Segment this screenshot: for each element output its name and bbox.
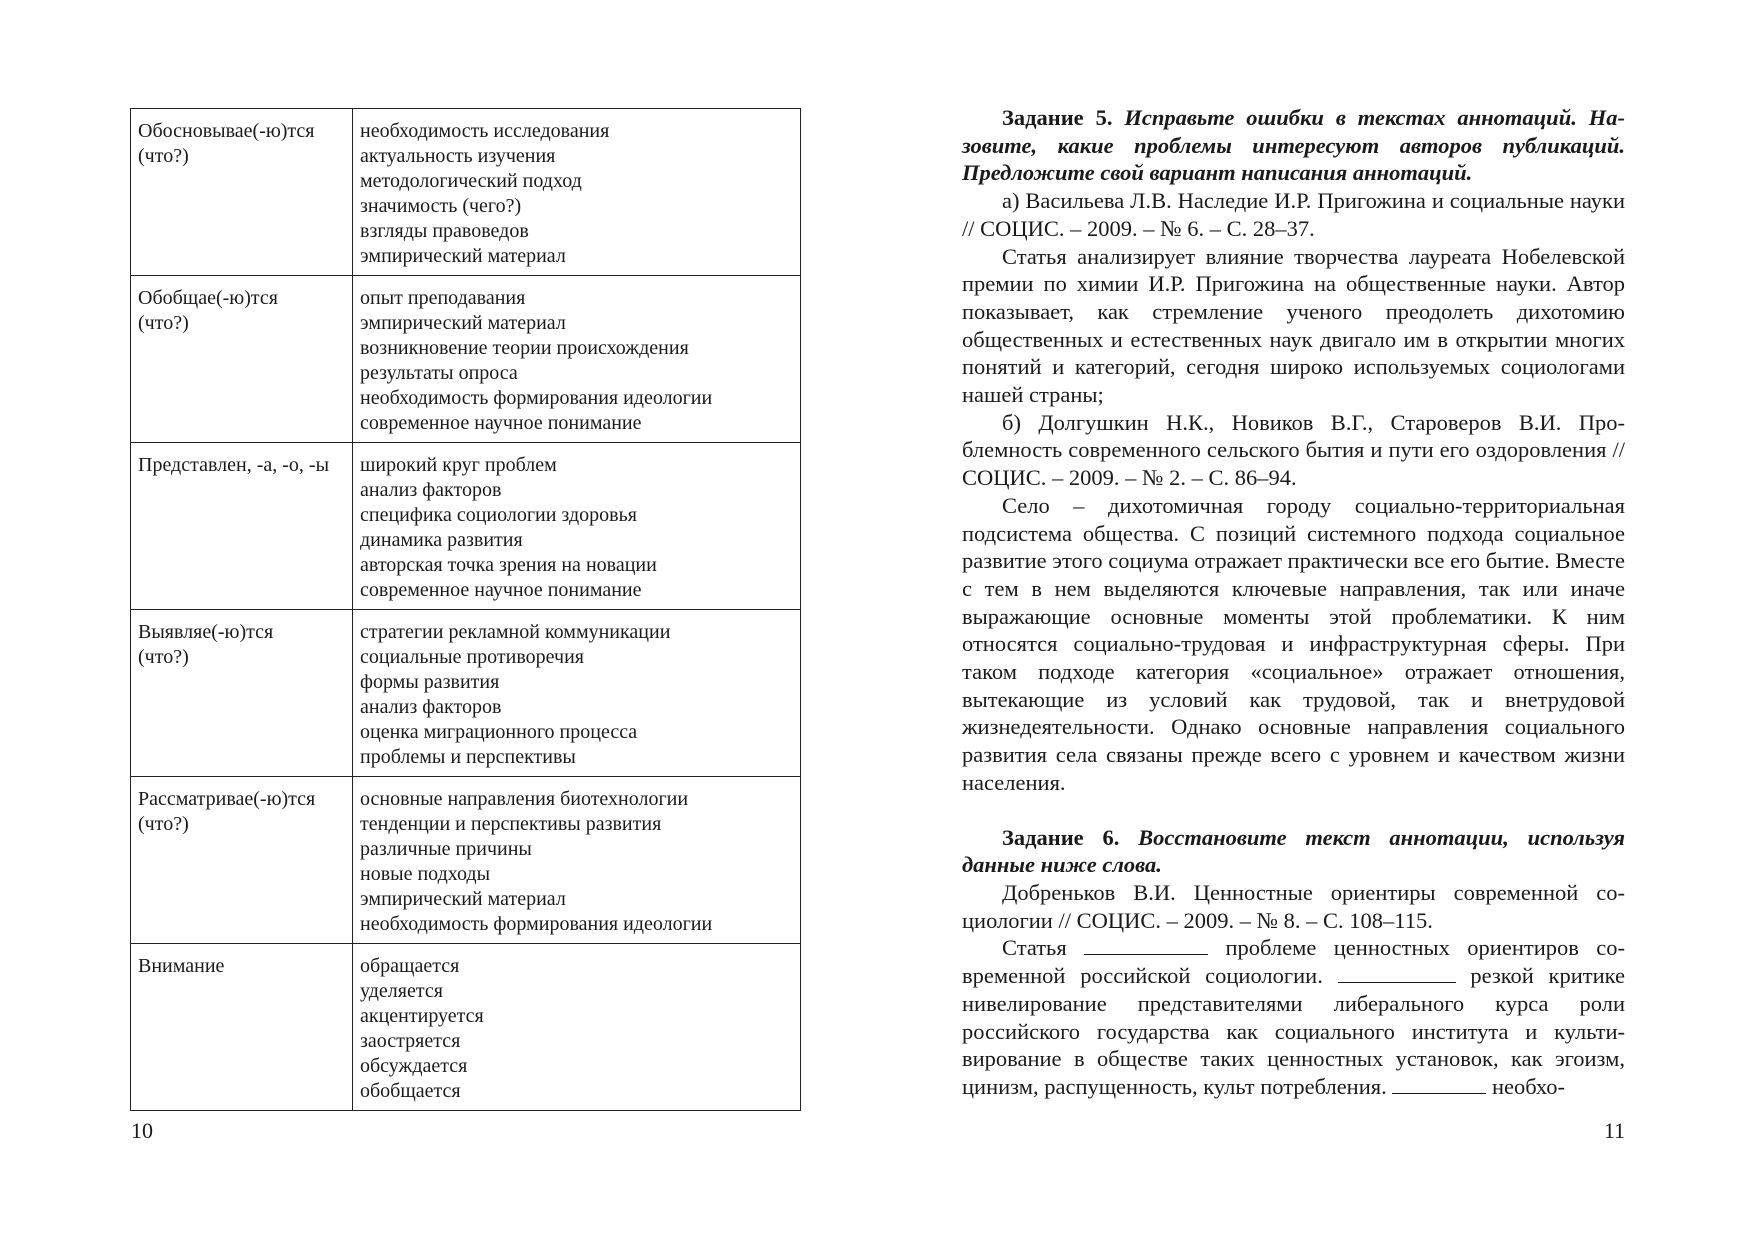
page-number-left: 10: [131, 1118, 153, 1143]
task6-label: Задание 6.: [1002, 824, 1120, 850]
item-line: авторская точка зрения на новации: [360, 554, 657, 576]
item-line: динамика развития: [360, 529, 523, 551]
verb-line: Внимание: [138, 955, 225, 977]
item-line: специфика социологии здоровья: [360, 504, 637, 526]
item-line: эмпирический материал: [360, 245, 566, 267]
verb-cell: [131, 443, 353, 610]
item-line: современное научное понимание: [360, 579, 642, 601]
verb-line: (что?): [138, 646, 189, 668]
item-line: возникновение теории происхождения: [360, 337, 689, 359]
items-cell: [353, 443, 801, 610]
table-row: [131, 276, 801, 443]
task6-ref: Добреньков В.И. Ценностные ориентиры современной социологии // СОЦИС. – 2009. – № 8. – С. 108–115.: [962, 879, 1625, 933]
item-line: новые подходы: [360, 863, 491, 885]
verb-line: (что?): [138, 145, 189, 167]
table-row: [131, 777, 801, 944]
page-number-right: 11: [1603, 1118, 1625, 1143]
task6-text-part4: необхо-: [1491, 1073, 1565, 1099]
item-line: стратегии рекламной коммуникации: [360, 621, 671, 643]
right-page: [877, 0, 1755, 1240]
verb-line: Выявляе(-ю)тся: [138, 621, 274, 643]
task5-ref-b: б) Долгушкин Н.К., Новиков В.Г., Староверов В.И. Проблемность современного сельского бытия и пути его оздоровления // СОЦИС. – 2009. – № 2. – С. 86–94.: [962, 409, 1625, 491]
verb-cell: [131, 109, 353, 276]
item-line: необходимость исследования: [360, 120, 610, 142]
item-line: необходимость формирования идеологии: [360, 387, 713, 409]
task5-heading: [962, 104, 1625, 187]
phrase-table: [130, 108, 801, 1111]
task6-instruction: Восстановите текст аннотации, используя данные ниже слова.: [962, 824, 1626, 878]
task6-text-part2: проблеме ценностных ориентиров современной российской социологии.: [962, 935, 1626, 989]
item-line: необходимость формирования идеологии: [360, 913, 713, 935]
item-line: эмпирический материал: [360, 312, 566, 334]
fill-blank-2: [1338, 962, 1456, 983]
verb-cell: [131, 944, 353, 1111]
item-line: оценка миграционного процесса: [360, 721, 638, 743]
item-line: обращается: [360, 955, 460, 977]
verb-line: Рассматривае(-ю)тся: [138, 788, 316, 810]
item-line: формы развития: [360, 671, 500, 693]
task5-label: Задание 5.: [1002, 105, 1113, 130]
task6-heading: [962, 824, 1625, 879]
item-line: заостряется: [360, 1030, 461, 1052]
table-row: [131, 944, 801, 1111]
item-line: различные причины: [360, 838, 532, 860]
task5-ref-a: а) Васильева Л.В. Наследие И.Р. Пригожина и социальные науки // СОЦИС. – 2009. – № 6. – С. 28–37.: [962, 188, 1625, 241]
verb-line: Представлен, -а, -о, -ы: [138, 454, 330, 476]
item-line: методологический подход: [360, 170, 582, 192]
item-line: обсуждается: [360, 1055, 468, 1077]
item-line: широкий круг проблем: [360, 454, 557, 476]
task5-instruction: Исправьте ошибки в текстах аннотаций. Назовите, какие проблемы интересуют авторов публикаций. Предложите свой вариант написания аннотаций.: [962, 105, 1625, 186]
verb-line: (что?): [138, 312, 189, 334]
item-line: результаты опроса: [360, 362, 518, 384]
item-line: актуальность изучения: [360, 145, 556, 167]
items-cell: [353, 777, 801, 944]
verb-line: Обобщае(-ю)тся: [138, 287, 278, 309]
item-line: значимость (чего?): [360, 195, 522, 217]
table-row: [131, 109, 801, 276]
item-line: уделяется: [360, 980, 443, 1002]
item-line: тенденции и перспективы развития: [360, 813, 662, 835]
task5-text-b: Село – дихотомичная городу социально-территориальная подсистема общества. С позиций системного подхода социальное развитие этого социума отражает практически все его бытие. Вместе с тем в нем выделяются ключевые направления, так или иначе выражающие основные моменты этой проблематики. К ним относятся социально-трудовая и инфраструктурная сферы. При таком подходе категория «социальное» отражает отношения, вытекающие из условий как трудовой, так и внетрудовой жизнедеятельности. Однако основные направления социального развития села связаны прежде всего с уровнем и качеством жизни населения.: [962, 492, 1625, 795]
item-line: современное научное понимание: [360, 412, 642, 434]
task6-text-part1: Статья: [1002, 935, 1067, 961]
task6-text-part3: резкой критике нивелирование представителями либерального курса роли российского государства как социального института и культивирование в обществе таких ценностных установок, как эгоизм, цинизм, распущенность, культ потребления.: [962, 963, 1626, 1099]
verb-cell: [131, 610, 353, 777]
item-line: проблемы и перспективы: [360, 746, 576, 768]
item-line: основные направления биотехнологии: [360, 788, 689, 810]
item-line: анализ факторов: [360, 479, 502, 501]
fill-blank-1: [1084, 934, 1208, 955]
verb-cell: [131, 777, 353, 944]
task5-text-a: Статья анализирует влияние творчества лауреата Нобелевской премии по химии И.Р. Пригожина на общественные науки. Автор показывает, как стремление ученого преодолеть дихотомию общественных и естественных наук двигало им в открытии многих понятий и категорий, сегодня широко используемых социологами нашей страны;: [962, 243, 1625, 408]
item-line: социальные противоречия: [360, 646, 584, 668]
items-cell: [353, 944, 801, 1111]
item-line: акцентируется: [360, 1005, 484, 1027]
right-text-column: [962, 104, 1625, 1101]
table-row: [131, 610, 801, 777]
section-spacer: [962, 797, 1625, 824]
verb-cell: [131, 276, 353, 443]
item-line: анализ факторов: [360, 696, 502, 718]
item-line: обобщается: [360, 1080, 461, 1102]
verb-line: Обосновывае(-ю)тся: [138, 120, 315, 142]
items-cell: [353, 610, 801, 777]
fill-blank-3: [1392, 1073, 1486, 1094]
item-line: опыт преподавания: [360, 287, 526, 309]
items-cell: [353, 109, 801, 276]
table-row: [131, 443, 801, 610]
item-line: эмпирический материал: [360, 888, 566, 910]
task6-text: [962, 934, 1625, 1100]
left-page: [0, 0, 877, 1240]
items-cell: [353, 276, 801, 443]
verb-line: (что?): [138, 813, 189, 835]
item-line: взгляды правоведов: [360, 220, 529, 242]
